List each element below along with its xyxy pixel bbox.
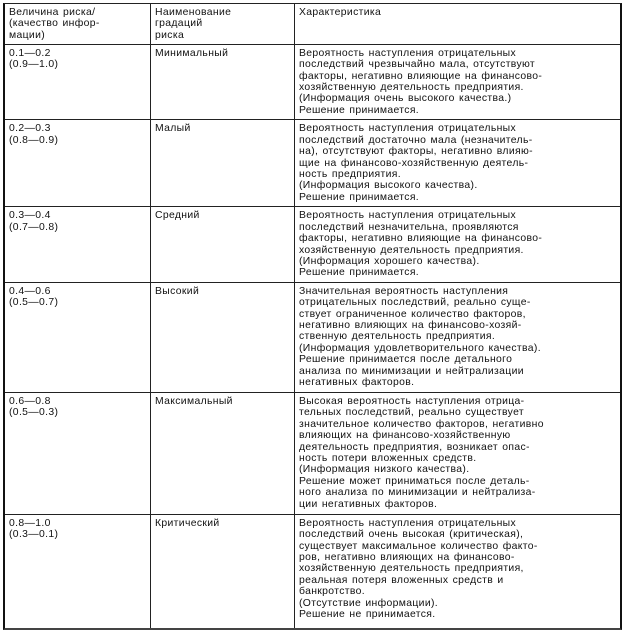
description-line: Решение может приниматься после деталь- (299, 475, 530, 487)
description-line: (Информация очень высокого качества.) (299, 93, 512, 105)
risk-range: 0.6—0.8 (9, 396, 51, 408)
header-line: риска (155, 29, 185, 41)
quality-range: (0.5—0.3) (9, 407, 59, 419)
description-cell (295, 514, 621, 628)
gradation-name-cell: Высокий (151, 282, 295, 392)
description-line: Решение принимается. (299, 104, 420, 116)
header-line: градаций (155, 18, 203, 30)
description-line: Вероятность наступления отрицательных (299, 123, 517, 135)
description-line: хозяйственную деятельность предприятия, (299, 563, 524, 575)
description-line: (Информация хорошего качества). (299, 255, 480, 267)
description-cell (295, 282, 621, 392)
table-row (5, 393, 620, 515)
gradation-name-cell: Малый (151, 120, 295, 207)
risk-range: 0.4—0.6 (9, 285, 51, 297)
gradation-name-cell: Минимальный (151, 44, 295, 120)
gradation-name-cell: Максимальный (151, 393, 295, 515)
table-row (5, 207, 620, 283)
table-row (5, 282, 620, 392)
description-cell (295, 120, 621, 207)
description-line: негативно влияющих на финансово-хозяй- (299, 320, 522, 332)
description-line: влияющих на финансово-хозяйственную (299, 430, 511, 442)
description-line: ность предприятия. (299, 168, 402, 180)
description-line: щие на финансово-хозяйственную деятель- (299, 157, 529, 169)
risk-range: 0.3—0.4 (9, 210, 51, 222)
description-line: анализа по минимизации и нейтрализации (299, 365, 524, 377)
quality-range: (0.3—0.1) (9, 529, 59, 541)
description-line: Вероятность наступления отрицательных (299, 517, 517, 529)
gradation-name-cell: Критический (151, 514, 295, 628)
header-line: (качество инфор- (9, 18, 100, 30)
quality-range: (0.9—1.0) (9, 59, 59, 71)
description-line: значительное количество факторов, негативно (299, 418, 544, 430)
header-line: Характеристика (299, 7, 382, 18)
description-line: факторы, негативно влияющие на финансово- (299, 233, 543, 245)
header-characteristic (295, 4, 621, 44)
description-line: факторы, негативно влияющие на финансово- (299, 70, 543, 82)
risk-range: 0.8—1.0 (9, 517, 51, 529)
description-line: на), отсутствуют факторы, негативно влияю- (299, 146, 533, 158)
description-line: Решение принимается после детального (299, 354, 513, 366)
description-line: Решение принимается. (299, 191, 420, 203)
description-line: Решение принимается. (299, 267, 420, 279)
table-row (5, 514, 620, 628)
risk-value-cell (5, 282, 151, 392)
risk-range: 0.1—0.2 (9, 47, 51, 59)
quality-range: (0.7—0.8) (9, 221, 59, 233)
header-line: Наименование (155, 7, 232, 18)
gradation-name-cell: Средний (151, 207, 295, 283)
quality-range: (0.8—0.9) (9, 134, 59, 146)
header-risk-value (5, 4, 151, 44)
description-line: деятельность предприятия, возникает опас- (299, 441, 530, 453)
description-line: Высокая вероятность наступления отрица- (299, 396, 525, 408)
header-line: Величина риска/ (9, 7, 96, 18)
description-line: (Отсутствие информации). (299, 597, 439, 609)
description-line: Значительная вероятность наступления (299, 285, 509, 297)
description-line: последствий очень высокая (критическая), (299, 529, 524, 541)
description-cell (295, 207, 621, 283)
description-line: ров, негативно влияющих на финансово- (299, 552, 515, 564)
description-line: последствий незначительна, проявляются (299, 221, 519, 233)
description-line: ции негативных факторов. (299, 498, 438, 510)
description-line: ственную деятельность предприятия. (299, 331, 496, 343)
risk-table-frame (3, 3, 622, 630)
table-row (5, 120, 620, 207)
description-line: существует максимальное количество факто- (299, 540, 538, 552)
description-line: негативных факторов. (299, 377, 415, 389)
description-line: хозяйственную деятельность предприятия. (299, 82, 524, 93)
description-line: последствий достаточно мала (незначитель- (299, 134, 533, 146)
description-line: ного анализа по минимизации и нейтрализа- (299, 487, 536, 499)
description-line: тельных последствий, реально существует (299, 407, 524, 419)
description-cell (295, 44, 621, 120)
risk-value-cell (5, 514, 151, 628)
description-line: отрицательных последствий, реально суще- (299, 297, 531, 309)
description-line: Вероятность наступления отрицательных (299, 47, 517, 59)
description-line: Вероятность наступления отрицательных (299, 210, 517, 222)
description-line: (Информация удовлетворительного качества). (299, 342, 541, 354)
description-line: (Информация низкого качества). (299, 464, 470, 476)
risk-value-cell (5, 120, 151, 207)
description-cell (295, 393, 621, 515)
description-line: (Информация высокого качества). (299, 180, 478, 192)
table-row (5, 44, 620, 120)
quality-range: (0.5—0.7) (9, 297, 59, 309)
description-line: банкротство. (299, 586, 365, 598)
description-line: реальная потеря вложенных средств и (299, 574, 504, 586)
description-line: ствует ограниченное количество факторов, (299, 308, 526, 320)
table-header-row (5, 4, 620, 44)
risk-value-cell (5, 207, 151, 283)
description-line: ность потери вложенных средств. (299, 453, 477, 465)
header-gradation-name (151, 4, 295, 44)
risk-range: 0.2—0.3 (9, 123, 51, 135)
description-line: хозяйственную деятельность предприятия. (299, 244, 524, 256)
risk-gradation-table (5, 4, 620, 628)
header-line: мации) (9, 29, 46, 41)
risk-value-cell (5, 393, 151, 515)
description-line: последствий чрезвычайно мала, отсутствуют (299, 59, 536, 71)
description-line: Решение не принимается. (299, 609, 436, 621)
risk-value-cell (5, 44, 151, 120)
